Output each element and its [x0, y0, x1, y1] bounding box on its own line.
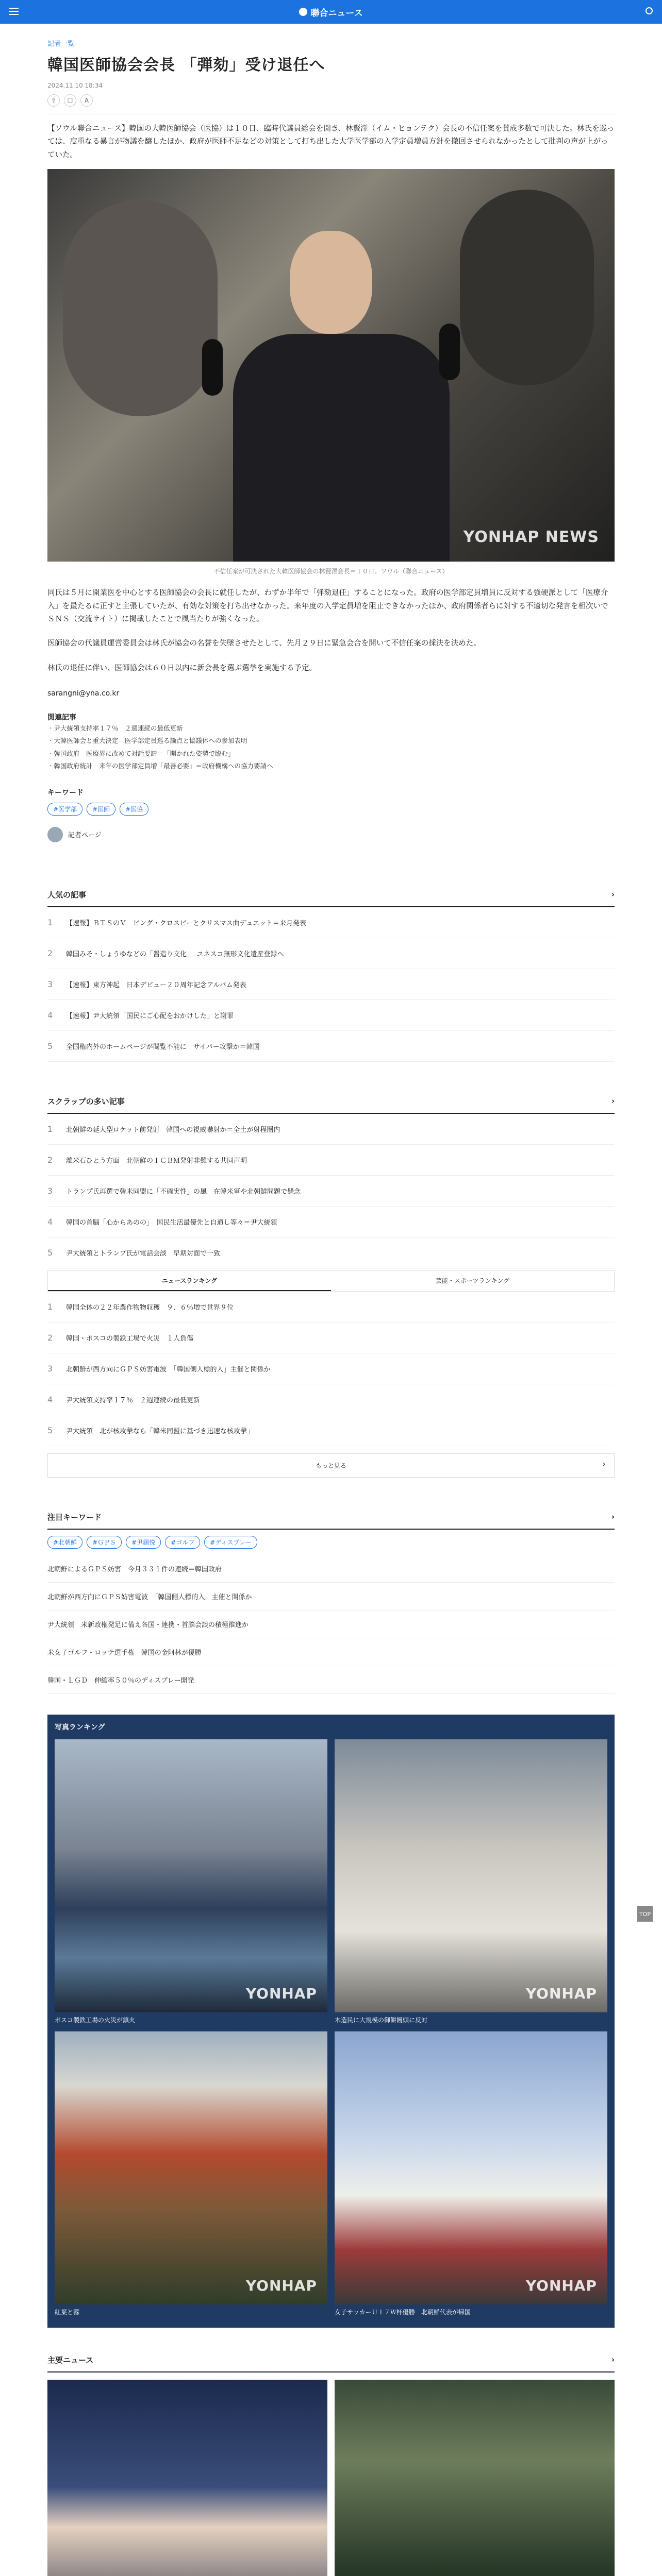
chevron-right-icon[interactable]: › — [611, 1512, 615, 1521]
photo-face — [290, 231, 372, 334]
logo-mark-icon — [299, 8, 307, 16]
list-item[interactable]: 2 離米石ひとう方面 北朝鮮のＩＣＢＭ発射非難する共同声明 — [47, 1145, 615, 1176]
search-icon[interactable] — [646, 7, 653, 14]
related-list — [47, 722, 615, 773]
gallery-photo: YONHAP — [55, 1739, 327, 2012]
gallery-caption: 紅葉と霧 — [55, 2308, 80, 2316]
list-item[interactable]: 1 北朝鮮の延大型ロケット前発射 韓国への視威嚇射か＝全土が射程圏内 — [47, 1114, 615, 1145]
article-lead: 【ソウル聯合ニュース】韓国の大韓医師協会（医協）は１０日、臨時代議員総会を開き、林賢澤（イム・ヒョンテク）会長の不信任案を賛成多数で可決した。林氏を巡っては、度重なる暴言が物議を醸したほか、政府が医師不足などの対策として打ち出した大学医学部の入学定員増員方針を撤回させられなかったとして批判の声が上がっていた。 — [47, 125, 615, 159]
bookmark-icon[interactable]: ☐ — [64, 94, 76, 107]
tab-entertainment-ranking[interactable]: 芸能・スポーツランキング — [435, 1277, 510, 1284]
chevron-right-icon[interactable]: › — [611, 2355, 615, 2364]
popular-list — [47, 907, 615, 1062]
gallery-caption: ポスコ製鉄工場の火災が鎮火 — [55, 2016, 136, 2024]
hot-keyword-tags — [47, 1530, 615, 1555]
list-item[interactable]: 米女子ゴルフ・ロッテ選手権 韓国の金阿林が優勝 — [47, 1638, 615, 1666]
photo-watermark: YONHAP NEWS — [463, 528, 599, 547]
list-item[interactable]: 3 【速報】東方神起 日本デビュー２０周年記念アルバム発表 — [47, 969, 615, 1000]
photo-ranking — [47, 1715, 615, 2328]
scoop-list — [47, 1114, 615, 1268]
keyword-tag[interactable]: #医協 — [120, 803, 148, 816]
share-icon[interactable]: ⇪ — [47, 94, 60, 107]
gallery-card[interactable] — [335, 2031, 607, 2316]
hot-keyword-section — [47, 1505, 615, 1694]
scoop-header: スクラップの多い記事 › — [47, 1090, 615, 1114]
gallery-card[interactable] — [55, 2031, 327, 2316]
keyword-tag[interactable]: #尹錫悦 — [126, 1536, 161, 1549]
main-news-card[interactable] — [335, 2380, 615, 2576]
related-item[interactable]: ・ 大韓医師会と重大決定 医学部定員巡る論点と協議体への参加表明 — [47, 735, 615, 747]
keyword-tag[interactable]: #ディスプレー — [204, 1536, 257, 1549]
chevron-right-icon[interactable]: › — [611, 1096, 615, 1106]
list-item[interactable]: 北朝鮮によるＧＰＳ妨害 今月３３１件の連続＝韓国政府 — [47, 1555, 615, 1583]
menu-icon[interactable] — [9, 8, 19, 15]
main-news-section — [47, 2348, 615, 2576]
popular-section — [47, 883, 615, 1062]
list-item[interactable]: 4 【速報】尹大統領「国民にご心配をおかけした」と謝罪 — [47, 1000, 615, 1031]
photo-person — [460, 190, 594, 385]
list-item[interactable]: 4 尹大統領支持率１７％ ２週連続の最低更新 — [47, 1384, 615, 1415]
ranking-tabs — [47, 1270, 615, 1292]
list-item[interactable]: 韓国・ＬＧＤ 伸縮率５０％のディスプレー開発 — [47, 1666, 615, 1694]
popular-header: 人気の記事 › — [47, 883, 615, 907]
keyword-tags — [47, 803, 615, 816]
list-item[interactable]: 5 全国権内外のホームページが閲覧不能に サイバー攻撃か＝韓国 — [47, 1031, 615, 1062]
list-item[interactable]: 4 韓国の首脳「心からあのの」 国民生活最優先と自通し等々＝尹大統領 — [47, 1207, 615, 1238]
article-title: 韓国医師協会会長 「弾劾」受け退任へ — [47, 56, 325, 74]
reporter-email: sarangni@yna.co.kr — [47, 689, 120, 698]
keyword-tag[interactable]: #ＧＰＳ — [87, 1536, 122, 1549]
gallery-photo: YONHAP — [55, 2031, 327, 2304]
list-item[interactable]: 5 尹大統領 北が核攻撃なら「韓米同盟に基づき迅速な核攻撃」 — [47, 1415, 615, 1446]
article-paragraph: 同氏は５月に開業医を中心とする医師協会の会長に就任したが、わずか半年で「弾劾退任」することになった。政府の医学部定員増員に反対する強硬派として「医療介入」を最たるに正すと主張していたが、有効な対策を打ち出せなかった。来年度の入学定員増を阻止できなかったほか、政府関係者らに対する不適切な発言を相次いでＳＮＳ（交流サイト）に掲載したことで風当たりが強くなった。 — [47, 589, 608, 623]
scroll-top-button[interactable]: TOP — [637, 1906, 653, 1922]
writer-card[interactable] — [47, 827, 615, 855]
photo-person — [63, 200, 218, 416]
related-item[interactable]: ・ 韓国政府統計 来年の医学部定員増「最善必要」＝政府機構への協力要請へ — [47, 760, 615, 772]
share-bar — [47, 94, 615, 114]
keyword-title: キーワード — [47, 788, 84, 797]
keyword-tag[interactable]: #医学部 — [47, 803, 82, 816]
list-item[interactable]: 2 韓国・ポスコの製鉄工場で火災 １人負傷 — [47, 1323, 615, 1353]
list-item[interactable]: 1 韓国全体の２２年農作物物収穫 ９．６％増で世界９位 — [47, 1292, 615, 1323]
avatar — [47, 827, 63, 842]
list-item[interactable]: 2 韓国みそ・しょうゆなどの「醤造り文化」 ユネスコ無形文化遺産登録へ — [47, 938, 615, 969]
site-logo[interactable]: 聯合ニュース — [299, 6, 362, 19]
microphone — [439, 324, 460, 380]
microphone — [202, 339, 223, 396]
font-size-icon[interactable]: A — [80, 94, 93, 107]
hot-keyword-list — [47, 1555, 615, 1694]
article-photo — [47, 169, 615, 562]
photo-ranking-title: 写真ランキング — [55, 1723, 105, 1732]
gallery-photo: YONHAP — [335, 1739, 607, 2012]
gallery-caption: 女子サッカーＵ１７Ｗ杯優勝 北朝鮮代表が帰国 — [335, 2308, 471, 2316]
gallery-card[interactable] — [55, 1739, 327, 2024]
gallery-photo: YONHAP — [335, 2031, 607, 2304]
keyword-tag[interactable]: #医師 — [87, 803, 115, 816]
scoop-section — [47, 1090, 615, 1478]
photo-caption: 不信任案が可決された大韓医師協会の林賢澤会長＝１０日、ソウル（聯合ニュース） — [213, 568, 449, 575]
main-news-map — [335, 2380, 615, 2576]
list-item[interactable]: 1 【速報】ＢＴＳのＶ ビング・クロスビーとクリスマス曲デュエット＝来月発表 — [47, 907, 615, 938]
main-news-photo — [47, 2380, 327, 2576]
top-bar — [0, 0, 662, 24]
breadcrumb[interactable]: 記者一覧 — [47, 40, 75, 48]
gallery-caption: 木造民に大規模の御餅饅頭に反対 — [335, 2016, 428, 2024]
hot-keyword-header: 注目キーワード › — [47, 1505, 615, 1530]
writer-label: 記者ページ — [68, 832, 102, 839]
article-paragraph: 林氏の退任に伴い、医師協会は６０日以内に新会長を選ぶ選挙を実施する予定。 — [47, 664, 317, 672]
ranking-list — [47, 1292, 615, 1446]
tab-news-ranking[interactable]: ニュースランキング — [48, 1271, 331, 1291]
related-item[interactable]: ・ 尹大統領支持率１７％ ２週連続の最低更新 — [47, 722, 615, 735]
article-wrap — [47, 38, 615, 2576]
article-paragraph: 医師協会の代議員運営委員会は林氏が協会の名誉を失墜させたとして、先月２９日に緊急会合を開いて不信任案の採決を決めた。 — [47, 639, 481, 648]
list-item[interactable]: 3 トランプ氏再選で韓米同盟に「不確実性」の風 在韓米軍や北朝鮮問題で懸念 — [47, 1176, 615, 1207]
keyword-tag[interactable]: #北朝鮮 — [47, 1536, 82, 1549]
list-item[interactable]: 北朝鮮が西方向にＧＰＳ妨害電波 「韓国側人標的入」主催と関係か — [47, 1583, 615, 1611]
photo-person — [233, 334, 450, 562]
gallery-card[interactable] — [335, 1739, 607, 2024]
list-item[interactable]: 5 尹大統領とトランプ氏が電話会談 早期対面で一致 — [47, 1238, 615, 1268]
chevron-right-icon[interactable]: › — [611, 890, 615, 899]
keyword-tag[interactable]: #ゴルフ — [165, 1536, 200, 1549]
list-item[interactable]: 尹大統領 米新政権発足に備え各国・連携・首脳会談の積極推進か — [47, 1611, 615, 1638]
related-item[interactable]: ・ 韓国政府 医療界に改めて対話要請＝「開かれた姿勢で臨む」 — [47, 748, 615, 760]
main-news-card[interactable] — [47, 2380, 327, 2576]
related-title: 関連記事 — [47, 714, 76, 722]
article-date: 2024.11.10 18:34 — [47, 82, 103, 89]
list-item[interactable]: 3 北朝鮮が西方向にＧＰＳ妨害電波 「韓国側人標的入」主催と関係か — [47, 1353, 615, 1384]
more-button[interactable]: もっと見る › — [47, 1453, 615, 1478]
main-news-header: 主要ニュース › — [47, 2348, 615, 2372]
